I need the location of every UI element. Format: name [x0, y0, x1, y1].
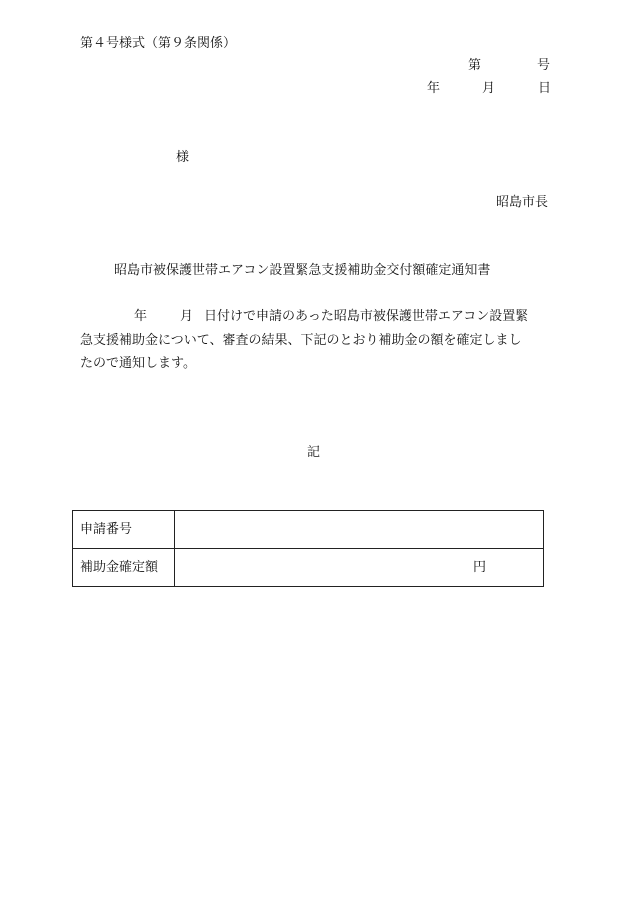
- ki-heading: 記: [307, 445, 321, 460]
- detail-table: [72, 510, 544, 587]
- table-row-application-number: [73, 511, 544, 549]
- body-line-2: 急支援補助金について、審査の結果、下記のとおり補助金の額を確定しまし: [80, 333, 522, 348]
- body-line-1: [80, 310, 528, 323]
- body-line-1-text: 日付けで申請のあった昭島市被保護世帯エアコン設置緊: [204, 309, 529, 324]
- recipient-honorific: 様: [176, 150, 190, 165]
- date-month-label: 月: [482, 81, 496, 96]
- table-row-subsidy-amount: [73, 549, 544, 587]
- subsidy-amount-value: [175, 549, 544, 587]
- form-number: 第４号様式（第９条関係）: [80, 36, 237, 51]
- application-number-value: [175, 511, 544, 549]
- document-title: 昭島市被保護世帯エアコン設置緊急支援補助金交付額確定通知書: [114, 263, 491, 278]
- date-day-label: 日: [538, 81, 552, 96]
- yen-unit: 円: [473, 560, 487, 575]
- body-line-3: たので通知します。: [80, 356, 196, 371]
- body-year-label: 年: [134, 309, 148, 324]
- issuer-name: 昭島市長: [496, 195, 549, 210]
- application-number-label: 申請番号: [73, 511, 175, 549]
- document-number-prefix: 第: [468, 58, 482, 73]
- body-month-label: 月: [180, 309, 194, 324]
- date-year-label: 年: [427, 81, 441, 96]
- subsidy-amount-label: 補助金確定額: [73, 549, 175, 587]
- document-number-suffix: 号: [537, 58, 551, 73]
